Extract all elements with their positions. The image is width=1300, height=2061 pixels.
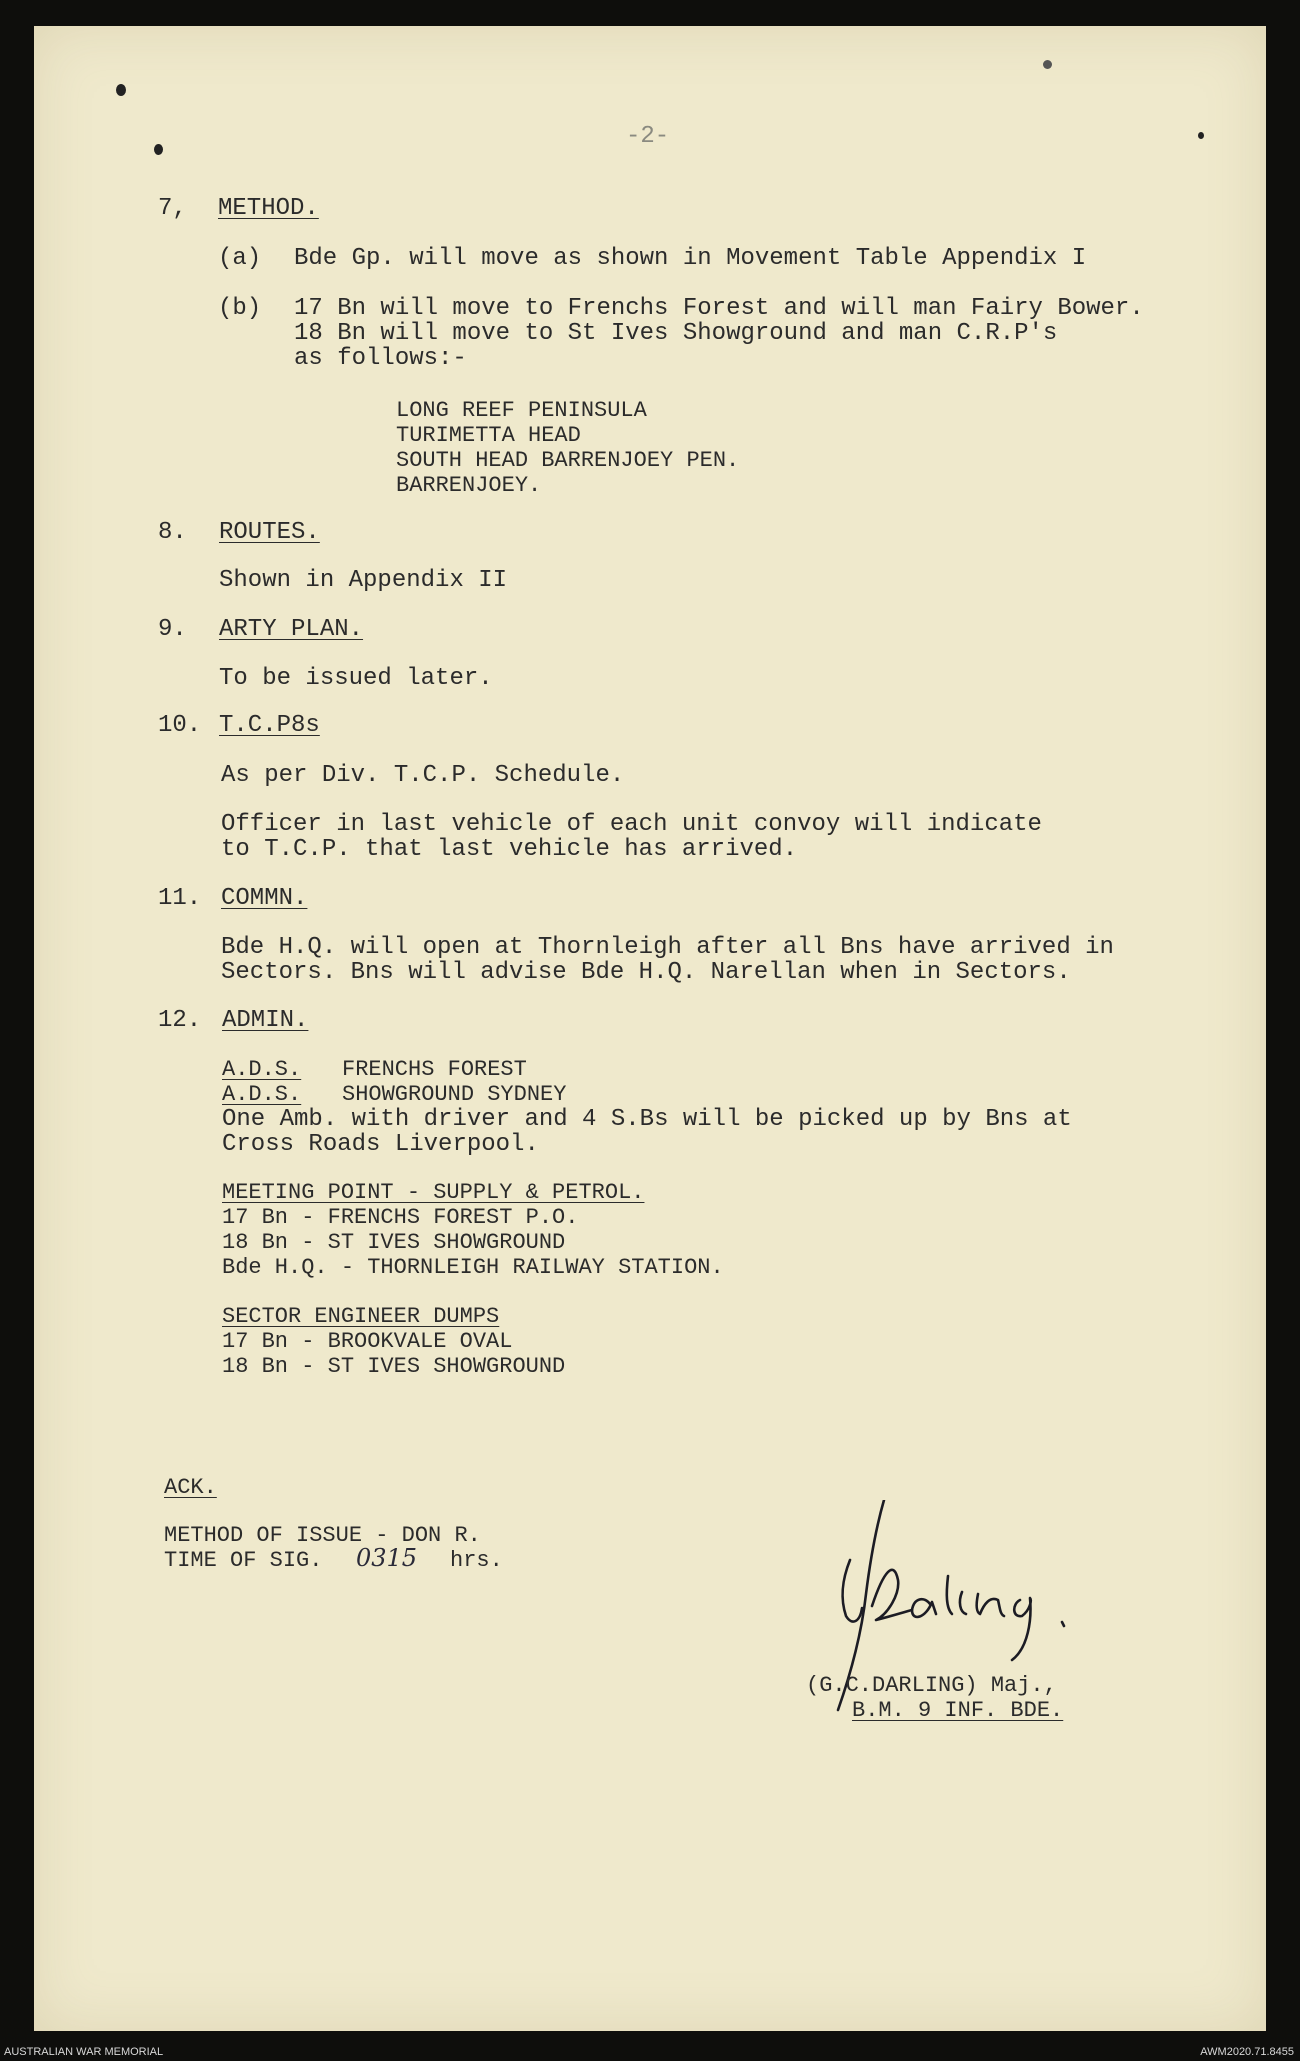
location-list-item: LONG REEF PENINSULA — [396, 398, 647, 423]
meeting-point-item: 17 Bn - FRENCHS FOREST P.O. — [222, 1205, 579, 1230]
section-10-text-1: As per Div. T.C.P. Schedule. — [221, 762, 625, 789]
section-10-number: 10. — [158, 712, 202, 739]
location-list-item: BARRENJOEY. — [396, 473, 542, 498]
item-a-text: Bde Gp. will move as shown in Movement Table Appendix I — [294, 245, 1087, 272]
ads-location: SHOWGROUND SYDNEY — [342, 1082, 567, 1107]
time-of-signal-label: TIME OF SIG. — [164, 1548, 323, 1573]
section-7-heading: METHOD. — [218, 195, 319, 222]
section-11-line-1: Bde H.Q. will open at Thornleigh after all Bns have arrived in — [221, 934, 1114, 961]
engineer-dumps-item: 17 Bn - BROOKVALE OVAL — [222, 1329, 513, 1354]
section-8-number: 8. — [158, 519, 187, 546]
location-list-item: TURIMETTA HEAD — [396, 423, 581, 448]
section-9-text: To be issued later. — [219, 665, 493, 692]
location-list-item: SOUTH HEAD BARRENJOEY PEN. — [396, 448, 740, 473]
item-b-line-2: 18 Bn will move to St Ives Showground and man C.R.P's — [294, 320, 1058, 347]
meeting-point-heading: MEETING POINT - SUPPLY & PETROL. — [222, 1180, 645, 1205]
section-10-heading: T.C.P8s — [219, 712, 320, 739]
ads-label: A.D.S. — [222, 1057, 302, 1082]
ack-heading: ACK. — [164, 1475, 217, 1500]
engineer-dumps-item: 18 Bn - ST IVES SHOWGROUND — [222, 1354, 566, 1379]
ambulance-line-2: Cross Roads Liverpool. — [222, 1131, 539, 1158]
page-number: -2- — [626, 123, 670, 150]
footer-item-id: AWM2020.71.8455 — [1200, 2046, 1294, 2058]
item-b-label: (b) — [218, 295, 262, 322]
time-of-signal-value: 0315 — [356, 1544, 418, 1572]
signature-name: (G.C.DARLING) Maj., — [806, 1673, 1057, 1698]
footer-archive-label: AUSTRALIAN WAR MEMORIAL — [4, 2046, 164, 2058]
ambulance-line-1: One Amb. with driver and 4 S.Bs will be picked up by Bns at — [222, 1106, 1072, 1133]
section-11-number: 11. — [158, 885, 202, 912]
section-9-number: 9. — [158, 616, 187, 643]
section-8-text: Shown in Appendix II — [219, 567, 508, 594]
section-8-heading: ROUTES. — [219, 519, 320, 546]
ads-location: FRENCHS FOREST — [342, 1057, 527, 1082]
method-of-issue: METHOD OF ISSUE - DON R. — [164, 1523, 481, 1548]
section-10-text-2b: to T.C.P. that last vehicle has arrived. — [221, 836, 798, 863]
ads-label: A.D.S. — [222, 1082, 302, 1107]
section-10-text-2a: Officer in last vehicle of each unit convoy will indicate — [221, 811, 1042, 838]
item-b-line-3: as follows:- — [294, 345, 467, 372]
item-a-label: (a) — [218, 245, 262, 272]
section-7-number: 7, — [158, 195, 187, 222]
section-12-heading: ADMIN. — [222, 1007, 309, 1034]
section-12-number: 12. — [158, 1007, 202, 1034]
section-11-line-2: Sectors. Bns will advise Bde H.Q. Narellan when in Sectors. — [221, 959, 1071, 986]
item-b-line-1: 17 Bn will move to Frenchs Forest and will man Fairy Bower. — [294, 295, 1144, 322]
meeting-point-item: Bde H.Q. - THORNLEIGH RAILWAY STATION. — [222, 1255, 724, 1280]
engineer-dumps-heading: SECTOR ENGINEER DUMPS — [222, 1304, 500, 1329]
meeting-point-item: 18 Bn - ST IVES SHOWGROUND — [222, 1230, 566, 1255]
signature-role: B.M. 9 INF. BDE. — [852, 1698, 1064, 1723]
section-11-heading: COMMN. — [221, 885, 308, 912]
section-9-heading: ARTY PLAN. — [219, 616, 364, 643]
time-of-signal-suffix: hrs. — [450, 1548, 503, 1573]
